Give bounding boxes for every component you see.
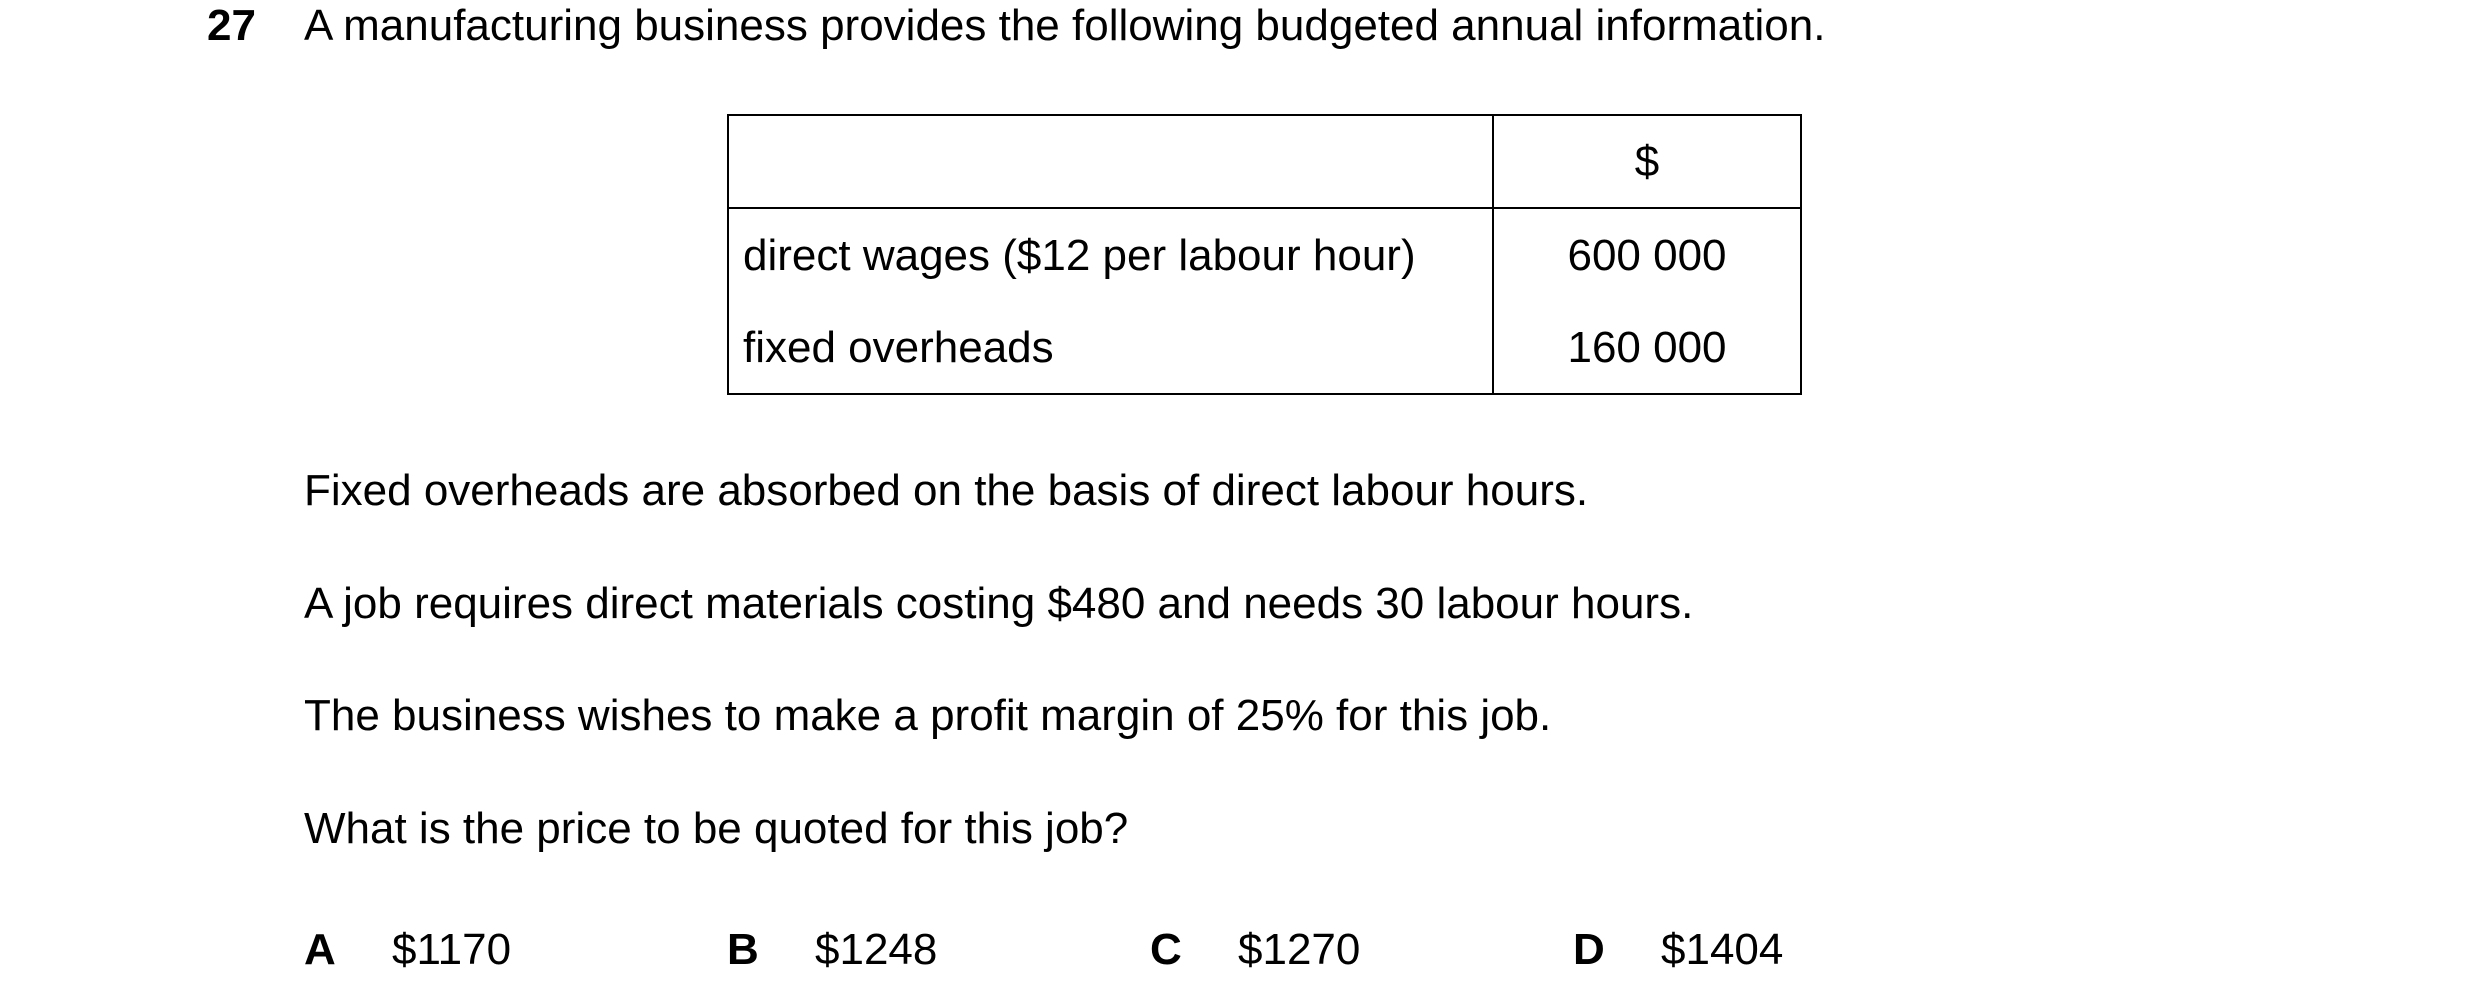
row-label-direct-wages: direct wages ($12 per labour hour) bbox=[728, 208, 1493, 303]
budget-table bbox=[727, 114, 1802, 395]
option-letter: A bbox=[304, 925, 336, 974]
option-a[interactable] bbox=[304, 924, 511, 976]
table-header-currency: $ bbox=[1493, 115, 1801, 208]
table-header-row bbox=[728, 115, 1801, 208]
option-letter: C bbox=[1150, 925, 1182, 974]
option-c[interactable] bbox=[1150, 924, 1360, 976]
option-b[interactable] bbox=[727, 924, 937, 976]
option-text: $1270 bbox=[1238, 925, 1361, 974]
option-text: $1170 bbox=[392, 925, 512, 974]
option-text: $1404 bbox=[1661, 925, 1784, 974]
row-label-fixed-overheads: fixed overheads bbox=[728, 303, 1493, 394]
table-row bbox=[728, 208, 1801, 303]
table-row bbox=[728, 303, 1801, 394]
row-value-direct-wages: 600 000 bbox=[1493, 208, 1801, 303]
option-letter: B bbox=[727, 925, 759, 974]
paragraph-question-prompt: What is the price to be quoted for this job? bbox=[304, 804, 1129, 853]
paragraph-job-requirements: A job requires direct materials costing $480 and needs 30 labour hours. bbox=[304, 579, 1694, 628]
row-value-fixed-overheads: 160 000 bbox=[1493, 303, 1801, 394]
option-d[interactable] bbox=[1573, 924, 1783, 976]
question-number: 27 bbox=[207, 1, 256, 50]
option-text: $1248 bbox=[815, 925, 938, 974]
paragraph-absorption-basis: Fixed overheads are absorbed on the basis of direct labour hours. bbox=[304, 466, 1589, 515]
table-header-label bbox=[728, 115, 1493, 208]
option-letter: D bbox=[1573, 925, 1605, 974]
question-stem: A manufacturing business provides the following budgeted annual information. bbox=[304, 1, 1826, 50]
paragraph-profit-margin: The business wishes to make a profit margin of 25% for this job. bbox=[304, 691, 1552, 740]
